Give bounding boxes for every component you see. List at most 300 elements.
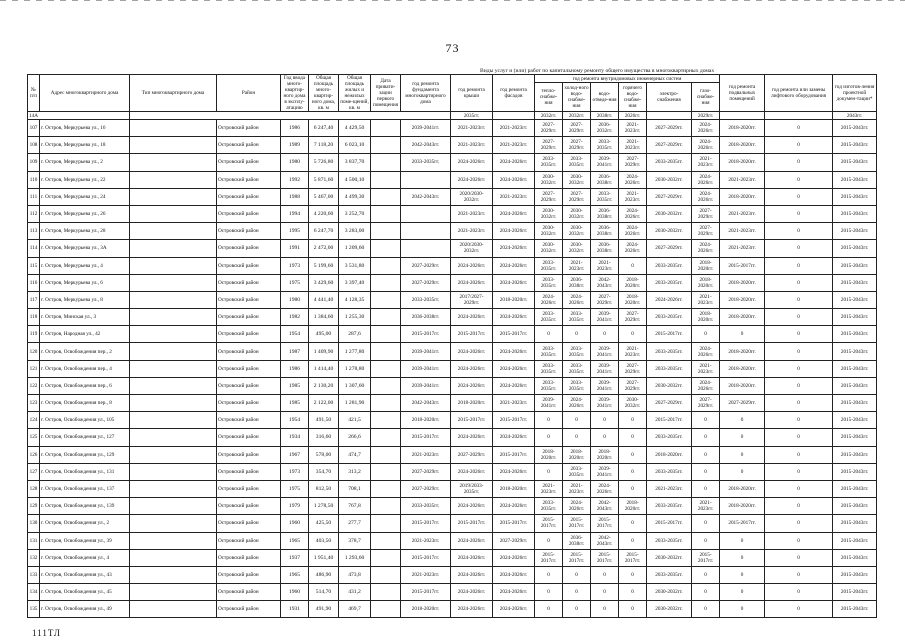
row-facade: 2015-2017гг. bbox=[493, 446, 535, 463]
row-electric: 2015-2017гг. bbox=[647, 412, 692, 429]
row-gas: 0 bbox=[692, 584, 720, 601]
row-privatization bbox=[371, 429, 401, 446]
row-sewer: 0 bbox=[591, 601, 619, 618]
row-year: 1954 bbox=[281, 412, 309, 429]
row-foundation: 2018-2020гг. bbox=[401, 601, 451, 618]
table-row bbox=[28, 120, 877, 137]
row-sewer: 2027-2029гг. bbox=[591, 291, 619, 308]
row-type bbox=[130, 584, 217, 601]
row-gas: 2024-2026гг. bbox=[692, 120, 720, 137]
col-year: Год ввода много-квартир-ного дома в эксплу-атацию bbox=[281, 75, 309, 112]
row-facade: 2024-2026гг. bbox=[493, 205, 535, 222]
row-lift: 0 bbox=[765, 343, 833, 360]
row-address: г. Остров, Меркурьева ул., 2 bbox=[40, 154, 130, 171]
row-area-living: 474,7 bbox=[339, 446, 371, 463]
row-foundation: 2033-2035гг. bbox=[401, 291, 451, 308]
row-year: 1960 bbox=[281, 584, 309, 601]
row-hot: 0 bbox=[619, 480, 647, 497]
row-lift: 0 bbox=[765, 223, 833, 240]
row-district: Островский район bbox=[217, 274, 281, 291]
row-facade: 2024-2026гг. bbox=[493, 463, 535, 480]
row-type bbox=[130, 291, 217, 308]
row-privatization bbox=[371, 446, 401, 463]
row-lift: 0 bbox=[765, 498, 833, 515]
row-facade: 2015-2017гг. bbox=[493, 515, 535, 532]
row-design: 2015-2043гг. bbox=[833, 137, 877, 154]
row-address: г. Остров, Меркурьева ул., 22 bbox=[40, 171, 130, 188]
row-type bbox=[130, 549, 217, 566]
row-number: 116 bbox=[28, 274, 40, 291]
row-area-total: 6 247,70 bbox=[309, 223, 339, 240]
row-area-living: 313,2 bbox=[339, 463, 371, 480]
row-type bbox=[130, 274, 217, 291]
row-basement: 2021-2023гг. bbox=[720, 171, 765, 188]
row-privatization bbox=[371, 154, 401, 171]
col-basement: год ремонта подвальных помещений bbox=[720, 75, 765, 112]
row-hot: 0 bbox=[619, 601, 647, 618]
table-row bbox=[28, 188, 877, 205]
row-type bbox=[130, 154, 217, 171]
row-type bbox=[130, 532, 217, 549]
row-facade: 2024-2026гг. bbox=[493, 154, 535, 171]
row-basement: 2018-2020гг. bbox=[720, 343, 765, 360]
row-district: Островский район bbox=[217, 240, 281, 257]
table-row bbox=[28, 515, 877, 532]
row-roof: 2018-2020гг. bbox=[451, 395, 493, 412]
row-gas: 2024-2026гг. bbox=[692, 137, 720, 154]
continuation-roof: 2035гг. bbox=[451, 112, 493, 120]
row-facade: 2024-2026гг. bbox=[493, 274, 535, 291]
row-design: 2015-2043гг. bbox=[833, 240, 877, 257]
row-area-living: 1 255,30 bbox=[339, 309, 371, 326]
row-electric: 2030-2032гг. bbox=[647, 601, 692, 618]
row-heat: 0 bbox=[535, 584, 563, 601]
row-number: 120 bbox=[28, 343, 40, 360]
row-area-living: 473,8 bbox=[339, 566, 371, 583]
col-address: Адрес многоквартирного дома bbox=[40, 75, 130, 112]
row-type bbox=[130, 446, 217, 463]
col-internal-systems: год ремонта внутридомовых инженерных систем bbox=[535, 75, 720, 83]
row-design: 2015-2043гг. bbox=[833, 498, 877, 515]
row-roof: 2024-2026гг. bbox=[451, 257, 493, 274]
row-cold: 0 bbox=[563, 584, 591, 601]
row-basement: 2015-2017гг. bbox=[720, 257, 765, 274]
row-year: 1989 bbox=[281, 137, 309, 154]
row-district: Островский район bbox=[217, 343, 281, 360]
row-district: Островский район bbox=[217, 463, 281, 480]
row-basement: 2018-2020гг. bbox=[720, 377, 765, 394]
row-roof: 2024-2026гг. bbox=[451, 601, 493, 618]
col-design: год изготов-ления проектной докумен-тации* bbox=[833, 75, 877, 112]
row-area-living: 1 281,90 bbox=[339, 395, 371, 412]
row-address: г. Остров, Освобождения ул., 43 bbox=[40, 566, 130, 583]
row-address: г. Остров, Освобождения ул., 39 bbox=[40, 532, 130, 549]
row-facade: 2018-2020гг. bbox=[493, 480, 535, 497]
row-area-total: 1 384,60 bbox=[309, 309, 339, 326]
row-design: 2015-2043гг. bbox=[833, 274, 877, 291]
row-address: г. Остров, Освобождения ул., 127 bbox=[40, 429, 130, 446]
row-number: 125 bbox=[28, 429, 40, 446]
row-foundation: 2015-2017гг. bbox=[401, 429, 451, 446]
row-area-living: 1 278,80 bbox=[339, 360, 371, 377]
row-heat: 0 bbox=[535, 566, 563, 583]
row-area-living: 421,5 bbox=[339, 412, 371, 429]
row-district: Островский район bbox=[217, 188, 281, 205]
row-cold: 0 bbox=[563, 601, 591, 618]
row-roof: 2024-2026гг. bbox=[451, 549, 493, 566]
row-foundation: 2036-2038гг. bbox=[401, 309, 451, 326]
row-year: 1988 bbox=[281, 188, 309, 205]
row-address: г. Остров, Меркурьева ул., 24 bbox=[40, 188, 130, 205]
table-row bbox=[28, 223, 877, 240]
row-sewer: 2024-2026гг. bbox=[591, 480, 619, 497]
row-facade: 2024-2026гг. bbox=[493, 171, 535, 188]
row-foundation: 2039-2041гг. bbox=[401, 377, 451, 394]
row-year: 1985 bbox=[281, 377, 309, 394]
row-heat: 2015-2017гг. bbox=[535, 549, 563, 566]
row-area-living: 4 128,35 bbox=[339, 291, 371, 308]
row-sewer: 2036-2038гг. bbox=[591, 240, 619, 257]
row-sewer: 0 bbox=[591, 566, 619, 583]
row-area-living: 1 209,60 bbox=[339, 240, 371, 257]
row-lift: 0 bbox=[765, 601, 833, 618]
row-lift: 0 bbox=[765, 274, 833, 291]
row-roof: 2021-2023гг. bbox=[451, 223, 493, 240]
row-lift: 0 bbox=[765, 171, 833, 188]
row-sewer: 2036-2038гг. bbox=[591, 205, 619, 222]
row-facade: 2021-2023гг. bbox=[493, 188, 535, 205]
row-heat: 2033-2035гг. bbox=[535, 257, 563, 274]
row-area-living: 266,6 bbox=[339, 429, 371, 446]
col-num: № п/п bbox=[28, 75, 40, 112]
row-cold: 2033-2035гг. bbox=[563, 360, 591, 377]
row-type bbox=[130, 257, 217, 274]
row-roof: 2024-2026гг. bbox=[451, 429, 493, 446]
row-foundation: 2021-2023гг. bbox=[401, 566, 451, 583]
continuation-label: 14А bbox=[28, 112, 130, 120]
row-privatization bbox=[371, 377, 401, 394]
row-area-total: 1 951,40 bbox=[309, 549, 339, 566]
row-design: 2015-2043гг. bbox=[833, 205, 877, 222]
row-hot: 0 bbox=[619, 463, 647, 480]
continuation-sewer: 2038гг. bbox=[591, 112, 619, 120]
row-design: 2015-2043гг. bbox=[833, 429, 877, 446]
row-sewer: 2039-2041гг. bbox=[591, 377, 619, 394]
row-hot: 0 bbox=[619, 566, 647, 583]
row-facade: 2015-2017гг. bbox=[493, 412, 535, 429]
row-type bbox=[130, 343, 217, 360]
row-foundation: 2021-2023гг. bbox=[401, 532, 451, 549]
row-foundation: 2042-2043гг. bbox=[401, 188, 451, 205]
row-number: 126 bbox=[28, 446, 40, 463]
row-facade: 2024-2026гг. bbox=[493, 498, 535, 515]
row-address: г. Остров, Народная ул., 42 bbox=[40, 326, 130, 343]
row-year: 1973 bbox=[281, 463, 309, 480]
row-cold: 2024-2026гг. bbox=[563, 395, 591, 412]
row-area-total: 316,60 bbox=[309, 429, 339, 446]
row-roof: 2024-2026гг. bbox=[451, 274, 493, 291]
row-foundation: 2015-2017гг. bbox=[401, 515, 451, 532]
row-privatization bbox=[371, 291, 401, 308]
table-row bbox=[28, 412, 877, 429]
row-lift: 0 bbox=[765, 515, 833, 532]
row-sewer: 2039-2041гг. bbox=[591, 395, 619, 412]
row-roof: 2015-2017гг. bbox=[451, 515, 493, 532]
row-roof: 2024-2026гг. bbox=[451, 154, 493, 171]
row-year: 1995 bbox=[281, 223, 309, 240]
row-electric: 2033-2035гг. bbox=[647, 154, 692, 171]
row-privatization bbox=[371, 188, 401, 205]
row-foundation: 2042-2043гг. bbox=[401, 137, 451, 154]
row-privatization bbox=[371, 257, 401, 274]
row-foundation: 2015-2017гг. bbox=[401, 549, 451, 566]
row-heat: 2033-2035гг. bbox=[535, 274, 563, 291]
row-foundation bbox=[401, 171, 451, 188]
row-gas: 2024-2026гг. bbox=[692, 188, 720, 205]
row-district: Островский район bbox=[217, 137, 281, 154]
row-heat: 2033-2035гг. bbox=[535, 343, 563, 360]
row-gas: 2021-2023гг. bbox=[692, 154, 720, 171]
row-area-living: 4 500,10 bbox=[339, 171, 371, 188]
row-sewer: 0 bbox=[591, 584, 619, 601]
row-privatization bbox=[371, 480, 401, 497]
row-foundation: 2039-2041гг. bbox=[401, 120, 451, 137]
row-cold: 2036-2038гг. bbox=[563, 532, 591, 549]
row-heat: 0 bbox=[535, 412, 563, 429]
row-roof: 2021-2023гг. bbox=[451, 120, 493, 137]
row-privatization bbox=[371, 412, 401, 429]
row-type bbox=[130, 515, 217, 532]
row-district: Островский район bbox=[217, 171, 281, 188]
row-address: г. Остров, Меркурьева ул., 4 bbox=[40, 257, 130, 274]
row-address: г. Остров, Меркурьева ул., 28 bbox=[40, 223, 130, 240]
row-lift: 0 bbox=[765, 257, 833, 274]
row-heat: 2033-2035гг. bbox=[535, 154, 563, 171]
row-heat: 0 bbox=[535, 601, 563, 618]
row-cold: 2015-2017гг. bbox=[563, 515, 591, 532]
row-gas: 2018-2020гг. bbox=[692, 257, 720, 274]
row-privatization bbox=[371, 326, 401, 343]
row-heat: 2039-2041гг. bbox=[535, 395, 563, 412]
table-row bbox=[28, 240, 877, 257]
row-cold: 0 bbox=[563, 326, 591, 343]
row-district: Островский район bbox=[217, 377, 281, 394]
row-gas: 0 bbox=[692, 480, 720, 497]
header-row-1 bbox=[28, 75, 877, 83]
row-basement: 0 bbox=[720, 532, 765, 549]
row-gas: 0 bbox=[692, 601, 720, 618]
row-facade: 2024-2026гг. bbox=[493, 601, 535, 618]
row-lift: 0 bbox=[765, 154, 833, 171]
row-area-living: 6 023,10 bbox=[339, 137, 371, 154]
row-foundation: 2039-2041гг. bbox=[401, 343, 451, 360]
row-basement: 0 bbox=[720, 326, 765, 343]
row-foundation: 2033-2035гг. bbox=[401, 498, 451, 515]
row-cold: 2018-2020гг. bbox=[563, 446, 591, 463]
row-hot: 2024-2026гг. bbox=[619, 240, 647, 257]
row-district: Островский район bbox=[217, 498, 281, 515]
row-address: г. Остров, Освобождения пер., 2 bbox=[40, 343, 130, 360]
row-privatization bbox=[371, 171, 401, 188]
row-area-total: 491,50 bbox=[309, 412, 339, 429]
row-design: 2015-2043гг. bbox=[833, 291, 877, 308]
row-heat: 2030-2032гг. bbox=[535, 223, 563, 240]
row-cold: 2030-2032гг. bbox=[563, 205, 591, 222]
row-electric: 2021-2023гг. bbox=[647, 480, 692, 497]
row-basement: 0 bbox=[720, 601, 765, 618]
row-number: 109 bbox=[28, 154, 40, 171]
row-area-living: 3 397,40 bbox=[339, 274, 371, 291]
row-area-total: 1 278,50 bbox=[309, 498, 339, 515]
row-electric: 2027-2029гг. bbox=[647, 137, 692, 154]
row-privatization bbox=[371, 395, 401, 412]
row-roof: 2024-2026гг. bbox=[451, 343, 493, 360]
row-type bbox=[130, 137, 217, 154]
row-cold: 2015-2017гг. bbox=[563, 549, 591, 566]
col-privatization: Дата привати-зации первого помещения bbox=[371, 75, 401, 112]
row-heat: 0 bbox=[535, 429, 563, 446]
row-basement: 2021-2023гг. bbox=[720, 205, 765, 222]
row-address: г. Остров, Минская ул., 3 bbox=[40, 309, 130, 326]
row-year: 1980 bbox=[281, 154, 309, 171]
row-gas: 2021-2023гг. bbox=[692, 291, 720, 308]
row-address: г. Остров, Меркурьева ул., 6 bbox=[40, 274, 130, 291]
row-privatization bbox=[371, 137, 401, 154]
table-row bbox=[28, 171, 877, 188]
row-address: г. Остров, Освобождения ул., 137 bbox=[40, 480, 130, 497]
row-cold: 2033-2035гг. bbox=[563, 463, 591, 480]
row-basement: 0 bbox=[720, 549, 765, 566]
row-gas: 0 bbox=[692, 412, 720, 429]
row-number: 129 bbox=[28, 498, 40, 515]
row-type bbox=[130, 566, 217, 583]
page-number: 73 bbox=[445, 41, 460, 55]
table-row bbox=[28, 601, 877, 618]
row-gas: 0 bbox=[692, 463, 720, 480]
row-electric: 2033-2035гг. bbox=[647, 532, 692, 549]
table-row bbox=[28, 154, 877, 171]
table-row bbox=[28, 429, 877, 446]
row-facade: 2024-2026гг. bbox=[493, 429, 535, 446]
row-hot: 2027-2029гг. bbox=[619, 360, 647, 377]
row-basement: 2018-2020гг. bbox=[720, 120, 765, 137]
row-roof: 2024-2026гг. bbox=[451, 498, 493, 515]
row-area-living: 3 283,00 bbox=[339, 223, 371, 240]
row-area-living: 4 499,30 bbox=[339, 188, 371, 205]
row-district: Островский район bbox=[217, 309, 281, 326]
col-facade: год ремонта фасадов bbox=[493, 75, 535, 112]
table-caption: Виды услуг и (или) работ по капитальному ремонту общего имущества в многоквартирных домах bbox=[480, 68, 715, 74]
table-row bbox=[28, 532, 877, 549]
row-year: 1960 bbox=[281, 515, 309, 532]
row-year: 1980 bbox=[281, 291, 309, 308]
table-row bbox=[28, 480, 877, 497]
row-district: Островский район bbox=[217, 205, 281, 222]
table-row bbox=[28, 343, 877, 360]
row-lift: 0 bbox=[765, 120, 833, 137]
row-district: Островский район bbox=[217, 412, 281, 429]
row-cold: 2021-2023гг. bbox=[563, 257, 591, 274]
row-foundation: 2033-2035гг. bbox=[401, 154, 451, 171]
row-cold: 0 bbox=[563, 412, 591, 429]
row-area-living: 1 293,60 bbox=[339, 549, 371, 566]
row-gas: 2027-2029гг. bbox=[692, 223, 720, 240]
row-area-total: 4 220,60 bbox=[309, 205, 339, 222]
col-type: Тип многоквартирного дома bbox=[130, 75, 217, 112]
row-hot: 0 bbox=[619, 257, 647, 274]
table-row bbox=[28, 309, 877, 326]
row-district: Островский район bbox=[217, 566, 281, 583]
row-privatization bbox=[371, 223, 401, 240]
row-roof: 2020/2030-2032гг. bbox=[451, 240, 493, 257]
row-foundation bbox=[401, 205, 451, 222]
row-electric: 2033-2035гг. bbox=[647, 309, 692, 326]
row-basement: 0 bbox=[720, 412, 765, 429]
row-heat: 0 bbox=[535, 326, 563, 343]
table-row bbox=[28, 566, 877, 583]
row-type bbox=[130, 171, 217, 188]
row-design: 2015-2043гг. bbox=[833, 309, 877, 326]
row-address: г. Остров, Меркурьева ул., 8 bbox=[40, 291, 130, 308]
row-sewer: 2039-2041гг. bbox=[591, 154, 619, 171]
row-gas: 2018-2020гг. bbox=[692, 309, 720, 326]
row-design: 2015-2043гг. bbox=[833, 412, 877, 429]
row-design: 2015-2043гг. bbox=[833, 515, 877, 532]
row-number: 115 bbox=[28, 257, 40, 274]
row-district: Островский район bbox=[217, 429, 281, 446]
row-district: Островский район bbox=[217, 601, 281, 618]
row-address: г. Остров, Освобождения ул., 131 bbox=[40, 463, 130, 480]
row-year: 1934 bbox=[281, 429, 309, 446]
row-year: 1982 bbox=[281, 309, 309, 326]
table-row bbox=[28, 463, 877, 480]
row-sewer: 2039-2041гг. bbox=[591, 360, 619, 377]
row-cold: 2030-2032гг. bbox=[563, 223, 591, 240]
row-type bbox=[130, 395, 217, 412]
row-lift: 0 bbox=[765, 326, 833, 343]
row-roof: 2027-2029гг. bbox=[451, 446, 493, 463]
row-cold: 2033-2035гг. bbox=[563, 309, 591, 326]
row-number: 123 bbox=[28, 395, 40, 412]
row-area-total: 514,70 bbox=[309, 584, 339, 601]
col-gas: газо-снабже-ния bbox=[692, 83, 720, 112]
row-number: 107 bbox=[28, 120, 40, 137]
row-electric: 2033-2035гг. bbox=[647, 498, 692, 515]
row-sewer: 2021-2023гг. bbox=[591, 257, 619, 274]
row-cold: 2033-2035гг. bbox=[563, 343, 591, 360]
row-design: 2015-2043гг. bbox=[833, 601, 877, 618]
row-privatization bbox=[371, 309, 401, 326]
row-gas: 2021-2023гг. bbox=[692, 498, 720, 515]
table-row bbox=[28, 498, 877, 515]
row-electric: 2027-2029гг. bbox=[647, 120, 692, 137]
row-lift: 0 bbox=[765, 291, 833, 308]
row-lift: 0 bbox=[765, 463, 833, 480]
row-basement: 2018-2020гг. bbox=[720, 274, 765, 291]
row-foundation: 2039-2041гг. bbox=[401, 360, 451, 377]
row-lift: 0 bbox=[765, 188, 833, 205]
row-design: 2015-2043гг. bbox=[833, 171, 877, 188]
row-facade: 2021-2023гг. bbox=[493, 395, 535, 412]
row-basement: 0 bbox=[720, 584, 765, 601]
row-address: г. Остров, Освобождения пер., 6 bbox=[40, 377, 130, 394]
row-year: 1991 bbox=[281, 240, 309, 257]
row-district: Островский район bbox=[217, 223, 281, 240]
row-privatization bbox=[371, 584, 401, 601]
col-sewer: водо-отведе-ния bbox=[591, 83, 619, 112]
row-year: 1986 bbox=[281, 120, 309, 137]
row-foundation: 2042-2043гг. bbox=[401, 395, 451, 412]
